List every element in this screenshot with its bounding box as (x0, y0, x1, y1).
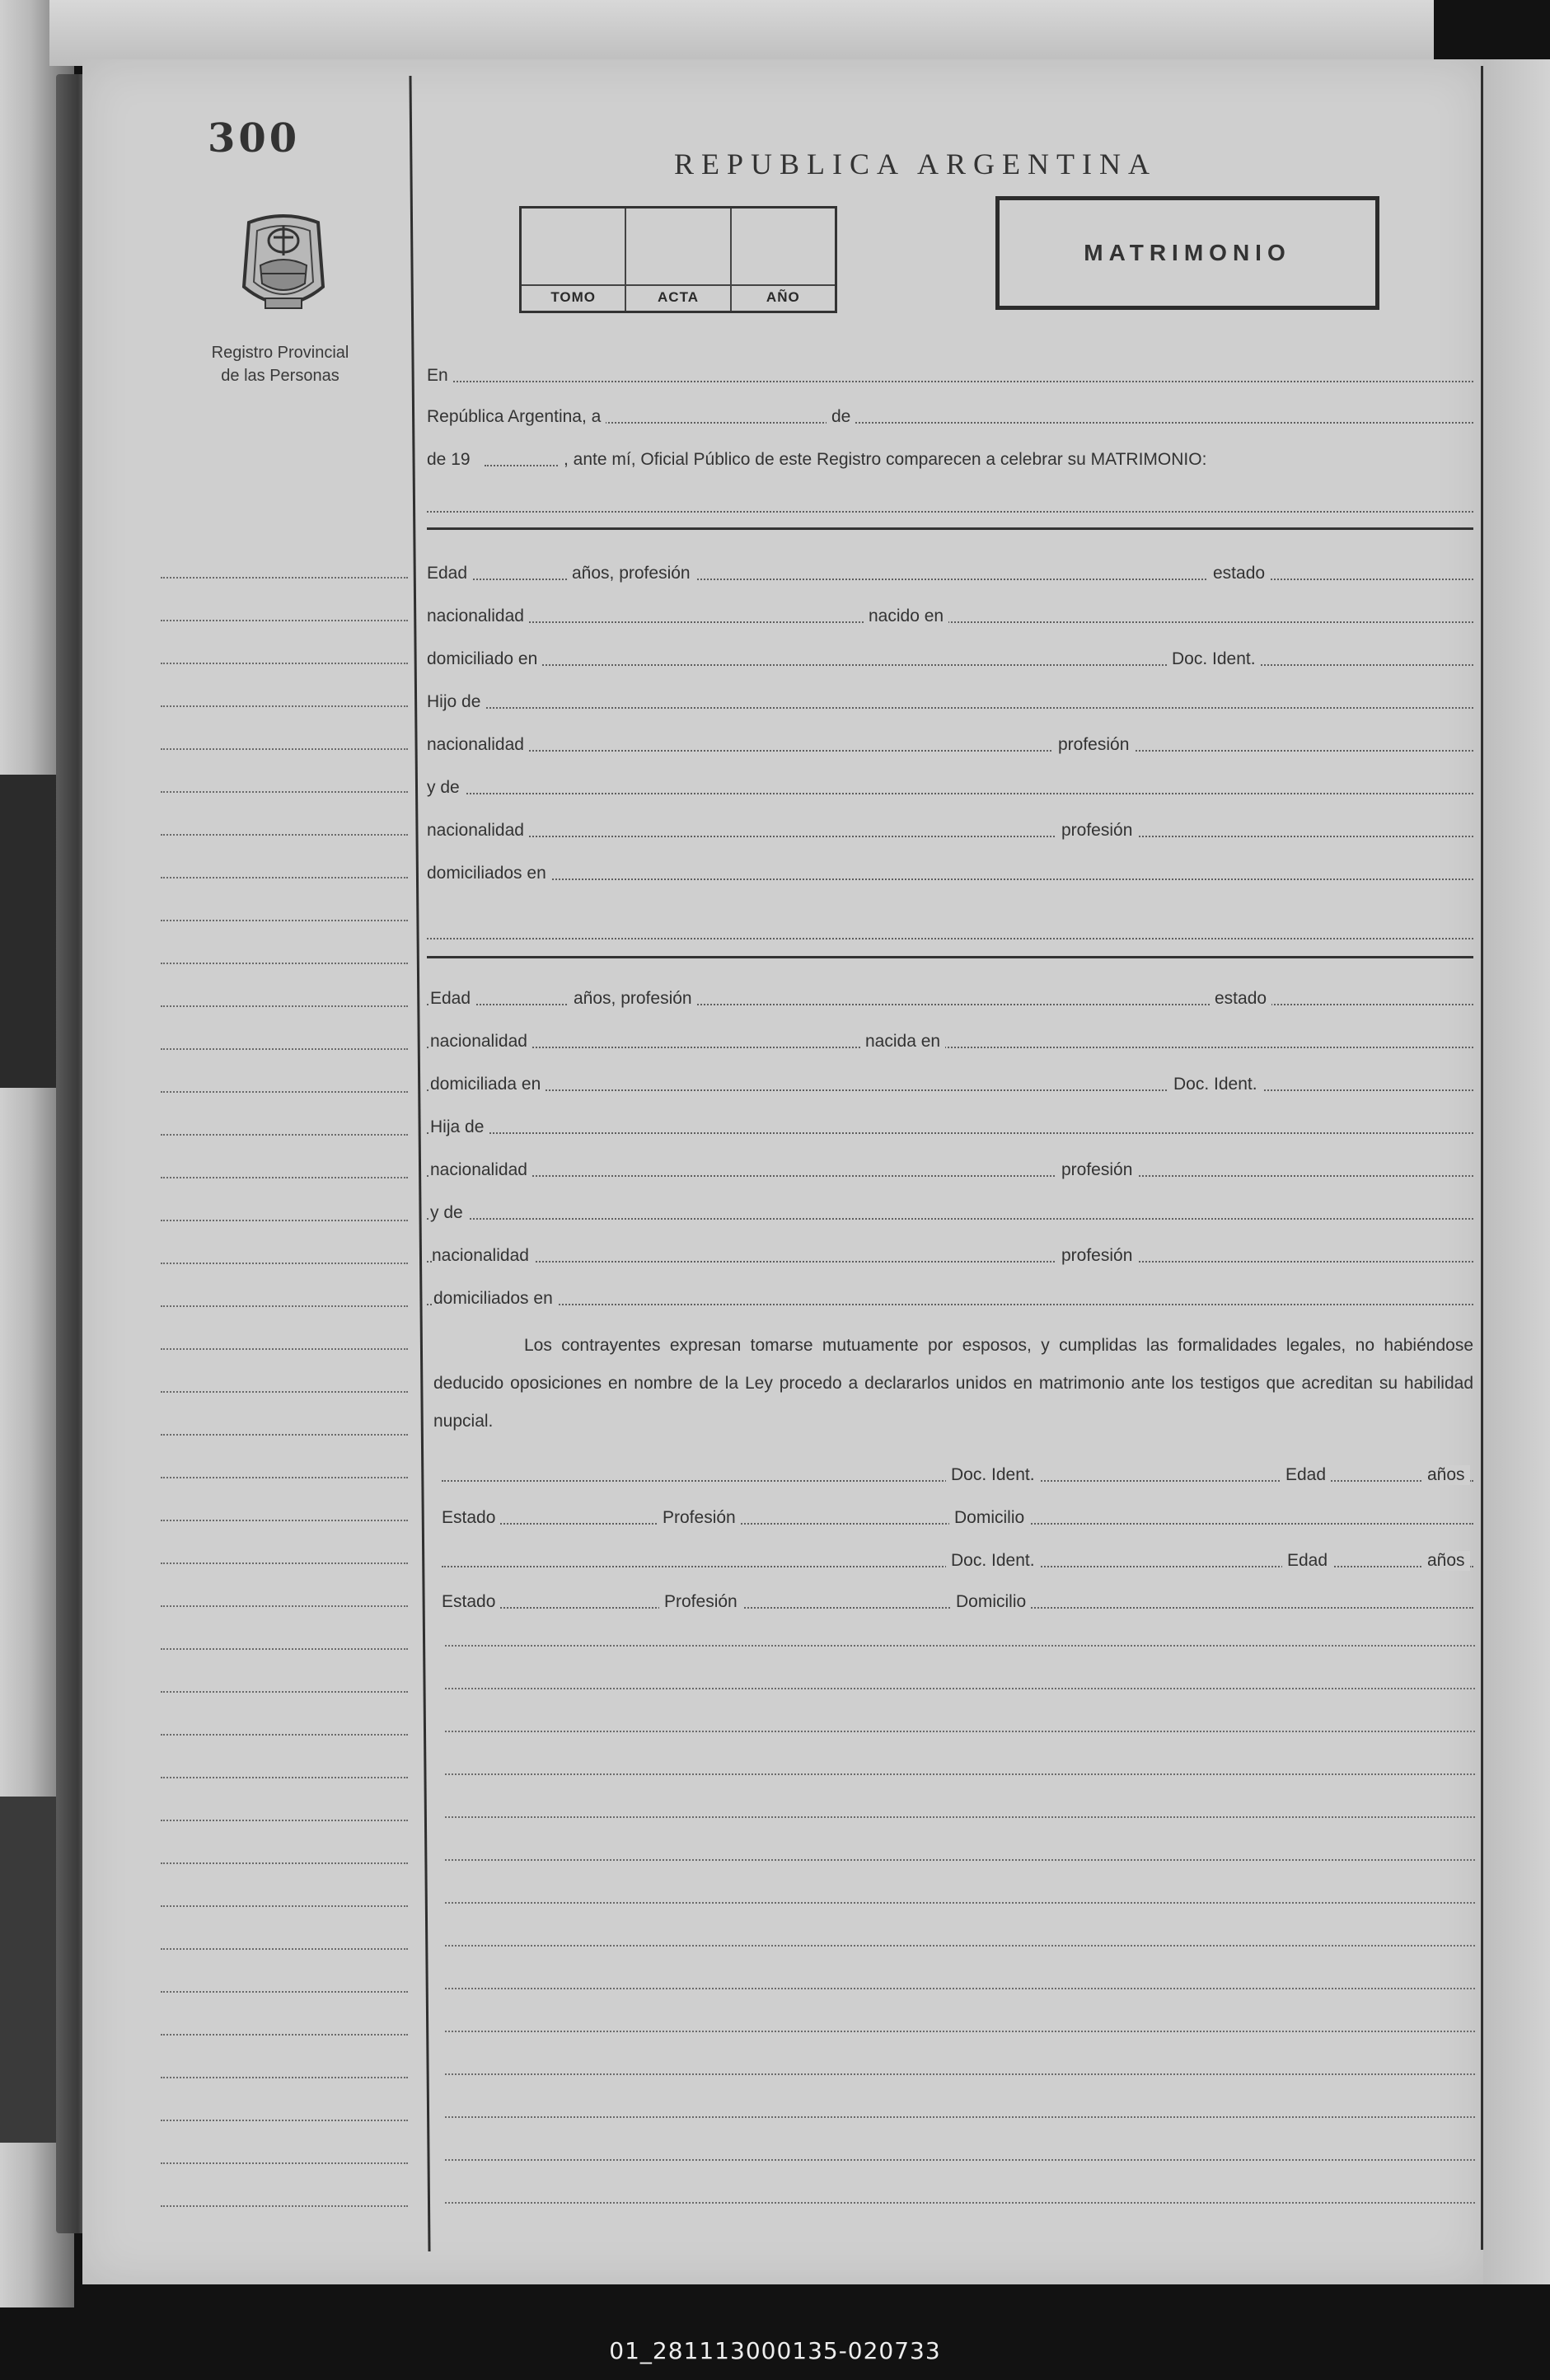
margin-ruled-line (161, 1091, 408, 1093)
folio-number: 300 (208, 115, 301, 162)
label-republica: República Argentina, a (427, 407, 606, 427)
ruled-line (445, 1773, 1475, 1775)
record-type-box (995, 196, 1379, 310)
label-hija-de: Hija de (430, 1117, 489, 1137)
label-profesion: profesión (1053, 735, 1134, 755)
margin-ruled-line (161, 1348, 408, 1350)
volume-record-year-box (519, 206, 837, 313)
registry-line: de las Personas (221, 367, 340, 385)
field-date[interactable] (427, 404, 1473, 429)
ruled-line (445, 1988, 1475, 1989)
label-de19: de 19 (427, 450, 475, 470)
ruled-line (445, 2116, 1475, 2118)
margin-ruled-line (161, 1520, 408, 1521)
label-doc-ident: Doc. Ident. (1167, 649, 1261, 669)
label-profesion: profesión (1056, 821, 1137, 841)
acta-label: ACTA (626, 284, 729, 306)
bride-madre-row[interactable] (427, 1200, 1473, 1225)
margin-ruled-line (161, 1562, 408, 1564)
section-divider (427, 956, 1473, 958)
sheet-right-margin (1483, 59, 1550, 2284)
ruled-line (445, 2073, 1475, 2075)
ruled-line (445, 1688, 1475, 1689)
label-anos-profesion: años, profesión (569, 989, 697, 1009)
bride-madre-nacionalidad-row[interactable] (427, 1243, 1473, 1267)
groom-madre-nacionalidad-row[interactable] (427, 818, 1473, 842)
label-en: En (427, 366, 453, 386)
margin-ruled-line (161, 1134, 408, 1136)
margin-ruled-line (161, 2205, 408, 2207)
margin-ruled-line (161, 1734, 408, 1736)
label-profesion: profesión (1056, 1160, 1137, 1180)
groom-extra-row[interactable] (427, 920, 1473, 944)
margin-ruled-line (161, 1862, 408, 1864)
groom-edad-row[interactable] (427, 560, 1473, 585)
margin-ruled-line (161, 2120, 408, 2121)
margin-ruled-line (161, 1905, 408, 1907)
ruled-line (445, 1816, 1475, 1818)
declaration-body: Los contrayentes expresan tomarse mutuamente por esposos, y cumplidas las formalidades legales, no habiéndose deducido oposiciones en nombre de la Ley procedo a declararlos unidos en matrimonio ante los testigos que acreditan su habilidad nupcial. (433, 1336, 1473, 1431)
margin-ruled-line (161, 791, 408, 793)
tomo-cell[interactable] (522, 208, 626, 311)
label-nacionalidad: nacionalidad (432, 1246, 534, 1266)
bride-padre-row[interactable] (427, 1114, 1473, 1139)
margin-ruled-line (161, 1048, 408, 1050)
label-estado: Estado (442, 1508, 500, 1528)
label-estado: Estado (442, 1592, 500, 1612)
bride-edad-row[interactable] (427, 986, 1473, 1010)
margin-ruled-line (161, 1177, 408, 1178)
ruled-line (445, 2031, 1475, 2032)
margin-ruled-line (161, 1005, 408, 1007)
bride-nacionalidad-row[interactable] (427, 1028, 1473, 1053)
label-profesion: Profesión (659, 1592, 742, 1612)
margin-ruled-line (161, 1434, 408, 1436)
groom-madre-row[interactable] (427, 775, 1473, 799)
label-nacionalidad: nacionalidad (430, 1160, 532, 1180)
label-estado: estado (1208, 564, 1270, 583)
label-doc-ident: Doc. Ident. (946, 1551, 1040, 1571)
label-nacionalidad: nacionalidad (430, 1032, 532, 1052)
ano-label: AÑO (732, 284, 835, 306)
country-title: REPUBLICA ARGENTINA (674, 148, 1158, 180)
ruled-line (445, 1945, 1475, 1947)
label-domiciliado-en: domiciliado en (427, 649, 542, 669)
margin-ruled-line (161, 2077, 408, 2078)
declaration-text (433, 1327, 1473, 1441)
label-anos: años (1422, 1465, 1470, 1485)
margin-ruled-line (161, 2034, 408, 2036)
label-ante-mi: , ante mí, Oficial Público de este Registro comparecen a celebrar su MATRIMONIO: (559, 450, 1211, 470)
bride-padre-nacionalidad-row[interactable] (427, 1157, 1473, 1182)
label-nacionalidad: nacionalidad (427, 607, 529, 626)
ruled-line (445, 1859, 1475, 1861)
label-nacionalidad: nacionalidad (427, 735, 529, 755)
margin-ruled-line (161, 1691, 408, 1693)
label-doc-ident: Doc. Ident. (946, 1465, 1040, 1485)
margin-ruled-line (161, 1220, 408, 1221)
label-edad: Edad (1282, 1551, 1332, 1571)
label-profesion: profesión (1056, 1246, 1137, 1266)
label-domiciliados-en: domiciliados en (433, 1289, 558, 1309)
margin-ruled-line (161, 663, 408, 664)
field-header-extra[interactable] (427, 493, 1473, 518)
ruled-line (445, 1731, 1475, 1732)
margin-ruled-line (161, 620, 408, 621)
field-en[interactable] (427, 363, 1473, 387)
margin-ruled-line (161, 1820, 408, 1821)
bride-padres-domicilio-row[interactable] (427, 1286, 1473, 1310)
label-edad: Edad (1281, 1465, 1331, 1485)
margin-ruled-line (161, 1948, 408, 1950)
margin-ruled-line (161, 748, 408, 750)
label-edad: Edad (430, 989, 475, 1009)
field-year[interactable] (427, 447, 1473, 471)
witness-1-estado-row[interactable] (442, 1505, 1473, 1530)
groom-domicilio-row[interactable] (427, 646, 1473, 671)
witness-2-ident-row[interactable] (442, 1548, 1473, 1572)
groom-padres-domicilio-row[interactable] (427, 860, 1473, 885)
margin-ruled-line (161, 705, 408, 707)
ruled-line (445, 2202, 1475, 2204)
label-y-de: y de (427, 778, 465, 798)
ruled-line (445, 1645, 1475, 1647)
label-domicilio: Domicilio (949, 1508, 1029, 1528)
margin-ruled-line (161, 963, 408, 964)
registry-name (181, 341, 379, 387)
margin-ruled-line (161, 877, 408, 878)
margin-ruled-line (161, 1991, 408, 1993)
background-shadow (0, 1797, 58, 2143)
label-domiciliados-en: domiciliados en (427, 864, 551, 883)
label-anos: años (1422, 1551, 1470, 1571)
groom-padre-row[interactable] (427, 689, 1473, 714)
witness-1-ident-row[interactable] (442, 1462, 1473, 1487)
margin-ruled-line (161, 920, 408, 921)
label-de: de (827, 407, 855, 427)
margin-ruled-line (161, 1605, 408, 1607)
label-edad: Edad (427, 564, 472, 583)
acta-cell[interactable] (626, 208, 731, 311)
label-estado: estado (1210, 989, 1271, 1009)
label-domicilio: Domicilio (951, 1592, 1031, 1612)
label-nacido-en: nacido en (864, 607, 948, 626)
margin-ruled-line (161, 1263, 408, 1264)
margin-ruled-line (161, 1391, 408, 1393)
label-profesion: Profesión (658, 1508, 741, 1528)
label-doc-ident: Doc. Ident. (1168, 1075, 1262, 1094)
label-y-de: y de (430, 1203, 468, 1223)
provincial-coat-of-arms-icon (232, 208, 335, 323)
right-border-rule (1481, 66, 1483, 2250)
witness-2-estado-row[interactable] (442, 1589, 1473, 1614)
margin-ruled-line (161, 577, 408, 579)
label-hijo-de: Hijo de (427, 692, 485, 712)
registry-line: Registro Provincial (211, 344, 349, 362)
margin-ruled-line (161, 2162, 408, 2164)
label-domiciliada-en: domiciliada en (430, 1075, 546, 1094)
ruled-line (445, 2159, 1475, 2161)
margin-ruled-line (161, 1477, 408, 1478)
background-top-page (49, 0, 1434, 66)
record-type-label: MATRIMONIO (1084, 240, 1291, 265)
margin-ruled-line (161, 1648, 408, 1650)
groom-nacionalidad-row[interactable] (427, 603, 1473, 628)
label-nacida-en: nacida en (860, 1032, 945, 1052)
margin-ruled-line (161, 1305, 408, 1307)
image-identifier: 01_281113000135-020733 (609, 2337, 941, 2364)
tomo-label: TOMO (522, 284, 625, 306)
margin-ruled-line (161, 834, 408, 836)
label-anos-profesion: años, profesión (567, 564, 695, 583)
bride-domicilio-row[interactable] (427, 1071, 1473, 1096)
section-divider (427, 527, 1473, 530)
ano-cell[interactable] (732, 208, 835, 311)
groom-padre-nacionalidad-row[interactable] (427, 732, 1473, 757)
ruled-line (445, 1902, 1475, 1904)
margin-ruled-line (161, 1777, 408, 1778)
label-nacionalidad: nacionalidad (427, 821, 529, 841)
